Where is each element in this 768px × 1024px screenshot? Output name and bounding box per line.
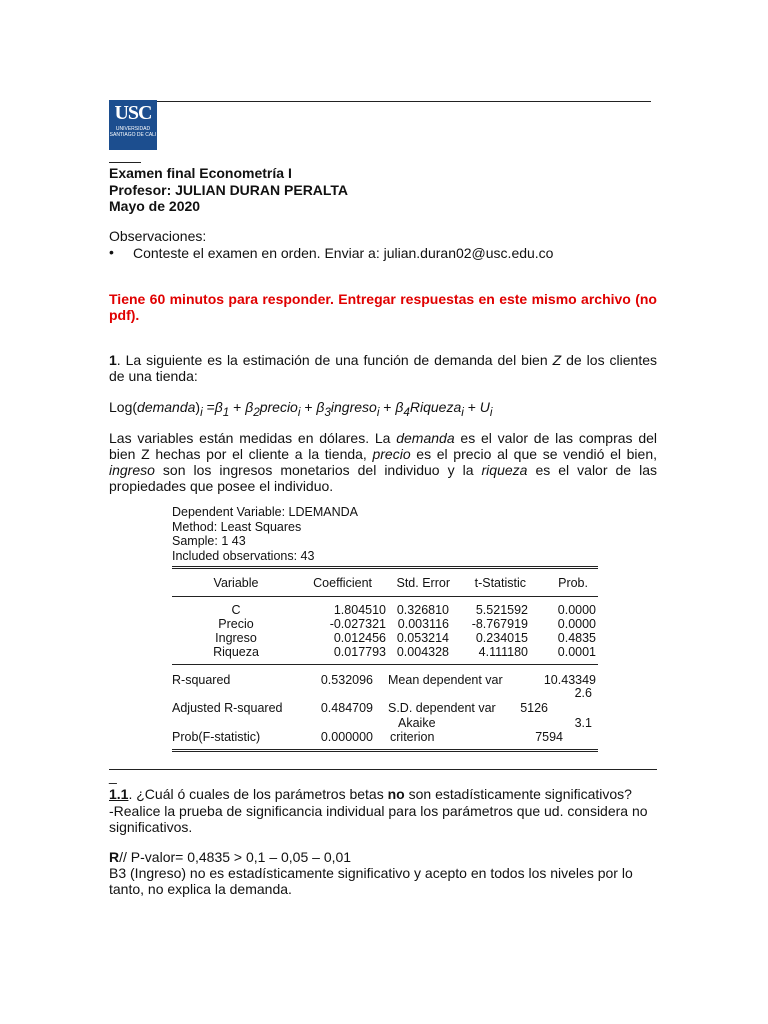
row-variable: Ingreso <box>215 631 257 645</box>
desc-part: es el valor de las compras del bien Z hechas por el cliente a la tienda, <box>109 430 657 462</box>
row-coefficient: 0.012456 <box>333 631 386 645</box>
divider-tail: _ <box>109 768 117 784</box>
method: Method: Least Squares <box>172 519 302 534</box>
criterion-label: criterion <box>390 730 435 744</box>
answer-pvalue: // P-valor= 0,4835 > 0,1 – 0,05 – 0,01 <box>119 849 352 865</box>
row-prob: 0.0000 <box>557 603 596 617</box>
sd-dep-label: S.D. dependent var <box>388 701 496 715</box>
question-1-number: 1 <box>109 352 117 368</box>
row-prob: 0.4835 <box>557 631 596 645</box>
q1-intro-z: Z <box>552 352 562 368</box>
header-coefficient: Coefficient <box>313 576 372 590</box>
eq-ingreso: ingreso <box>330 399 377 415</box>
mean-dep-label: Mean dependent var <box>388 673 503 687</box>
question-1-1 <box>109 786 661 802</box>
table-rule-header <box>172 596 598 597</box>
mean-dep-value-b: 2.6 <box>574 686 592 700</box>
q11-part: . ¿Cuál ó cuales de los parámetros betas <box>128 786 388 802</box>
q11-no: no <box>387 786 405 802</box>
bullet-dot: • <box>109 244 114 260</box>
eq-riqueza: Riqueza <box>409 399 462 415</box>
desc-ingreso: ingreso <box>109 462 155 478</box>
eq-part: + <box>379 399 396 415</box>
header-rule <box>157 101 651 102</box>
logo-subtext: UNIVERSIDAD SANTIAGO DE CALI <box>109 126 157 138</box>
date-line: Mayo de 2020 <box>109 198 201 214</box>
eq-beta: β <box>316 399 325 415</box>
header-std-error: Std. Error <box>396 576 450 590</box>
row-std-error: 0.004328 <box>396 645 449 659</box>
desc-part: son los ingresos monetarios del individuo y la <box>154 462 482 478</box>
desc-demanda: demanda <box>396 430 455 446</box>
question-1-1-number: 1.1 <box>109 786 129 802</box>
eq-beta: β <box>214 399 223 415</box>
row-coefficient: 1.804510 <box>333 603 386 617</box>
akaike-value: 3.1 <box>574 716 592 730</box>
adj-rsq-value: 0.484709 <box>320 701 373 715</box>
eq-error: U <box>479 399 490 415</box>
eq-part: = <box>202 399 215 415</box>
eq-beta: β <box>245 399 254 415</box>
eq-sub: 2 <box>253 405 260 419</box>
sample: Sample: 1 43 <box>172 534 246 548</box>
short-rule <box>109 162 141 163</box>
eq-part: + <box>300 399 317 415</box>
header-variable: Variable <box>213 576 259 590</box>
row-t-statistic: 0.234015 <box>475 631 528 645</box>
criterion-value: 7594 <box>535 730 563 744</box>
q1-intro-b: de los clientes de una tienda: <box>109 352 657 384</box>
q11-part: son estadísticamente significativos? <box>404 786 632 802</box>
eq-part: + <box>463 399 480 415</box>
rsq-value: 0.532096 <box>320 673 373 687</box>
row-std-error: 0.053214 <box>396 631 449 645</box>
observations-label: Observaciones: <box>109 228 207 244</box>
eq-sub: 1 <box>222 405 230 419</box>
q1-intro-a: . La siguiente es la estimación de una función de demanda del bien <box>116 352 553 368</box>
eq-beta: β <box>395 399 404 415</box>
section-divider <box>109 769 657 770</box>
header-prob: Prob. <box>558 576 588 590</box>
logo-text: USC <box>114 102 152 124</box>
usc-logo <box>109 100 157 150</box>
eq-demanda: demanda <box>137 399 196 415</box>
table-rule-bottom <box>172 749 598 750</box>
table-rule-bottom2 <box>172 751 598 752</box>
demand-equation <box>109 399 493 419</box>
answer-r: R <box>109 849 120 865</box>
table-rule-top2 <box>172 568 598 569</box>
question-1-intro <box>109 352 657 384</box>
eq-sub: 3 <box>324 405 331 419</box>
mean-dep-value-a: 10.43349 <box>543 673 596 687</box>
question-1-1-instruction: -Realice la prueba de significancia individual para los parámetros que ud. considera no significativos. <box>109 803 648 835</box>
answer-line-2: B3 (Ingreso) no es estadísticamente significativo y acepto en todos los niveles por lo tanto, no explica la demanda. <box>109 865 633 897</box>
row-t-statistic: 4.111180 <box>478 645 528 659</box>
row-coefficient: -0.027321 <box>329 617 386 631</box>
professor-line: Profesor: JULIAN DURAN PERALTA <box>109 182 349 198</box>
table-rule-top <box>172 566 598 567</box>
row-variable: Precio <box>218 617 254 631</box>
row-variable: Riqueza <box>213 645 259 659</box>
row-std-error: 0.326810 <box>396 603 449 617</box>
eq-precio: precio <box>259 399 298 415</box>
adj-rsq-label: Adjusted R-squared <box>172 701 283 715</box>
observations-bullet: Conteste el examen en orden. Enviar a: julian.duran02@usc.edu.co <box>133 245 554 261</box>
eq-sub: i <box>200 405 203 419</box>
row-t-statistic: -8.767919 <box>471 617 528 631</box>
row-prob: 0.0001 <box>557 645 596 659</box>
desc-precio: precio <box>372 446 411 462</box>
variables-description <box>109 430 657 494</box>
included-observations: Included observations: 43 <box>172 548 315 563</box>
prob-f-value: 0.000000 <box>320 730 373 744</box>
eq-sub: i <box>376 405 380 419</box>
sd-dep-value: 5126 <box>520 701 548 715</box>
answer-line-1 <box>109 849 661 865</box>
prob-f-label: Prob(F-statistic) <box>172 730 261 744</box>
eq-part: Log( <box>109 399 138 415</box>
desc-part: es el precio al que se vendió el bien, <box>410 446 657 462</box>
dependent-variable: Dependent Variable: LDEMANDA <box>172 505 358 519</box>
row-t-statistic: 5.521592 <box>475 603 528 617</box>
eq-part: ) <box>195 399 201 415</box>
rsq-label: R-squared <box>172 673 231 687</box>
regression-meta <box>172 505 358 563</box>
eq-sub: i <box>461 405 464 419</box>
akaike-label: Akaike <box>398 716 436 730</box>
eq-sub: i <box>297 405 301 419</box>
desc-part: es el valor de las propiedades que posee el individuo. <box>109 462 657 494</box>
row-std-error: 0.003116 <box>397 617 449 631</box>
row-variable: C <box>231 603 241 617</box>
warning-text: Tiene 60 minutos para responder. Entregar respuestas en este mismo archivo (no pdf). <box>109 291 657 323</box>
desc-riqueza: riqueza <box>481 462 528 478</box>
row-coefficient: 0.017793 <box>333 645 386 659</box>
exam-title: Examen final Econometría I <box>109 165 292 181</box>
table-rule-mid <box>172 664 598 665</box>
eq-sub: 4 <box>403 405 410 419</box>
header-t-statistic: t-Statistic <box>474 576 526 590</box>
row-prob: 0.0000 <box>557 617 596 631</box>
eq-sub: i <box>489 405 493 419</box>
desc-part: Las variables están medidas en dólares. La <box>109 430 397 446</box>
eq-part: + <box>229 399 246 415</box>
